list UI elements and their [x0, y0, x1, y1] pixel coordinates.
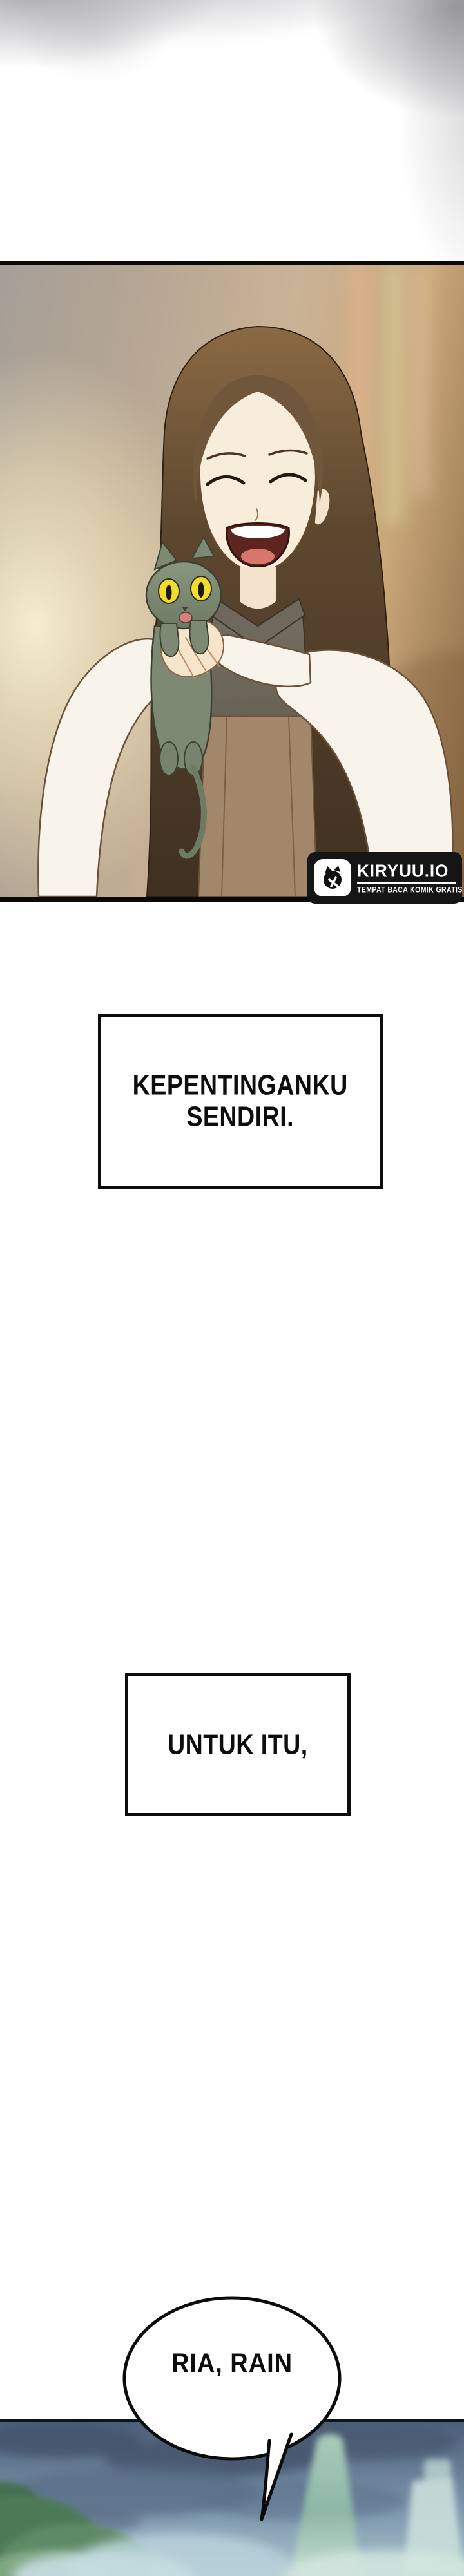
main-comic-panel — [0, 261, 464, 902]
cat-pupil-right — [198, 582, 204, 598]
caption-2-line-1: UNTUK ITU, — [168, 1728, 308, 1760]
cat-hind-leg-left — [160, 742, 178, 775]
badge-text-column — [357, 860, 463, 895]
cat-paw-right — [189, 621, 208, 654]
speech-bubble — [116, 2290, 361, 2535]
badge-tagline: TEMPAT BACA KOMIK GRATIS — [357, 885, 463, 895]
cat-paw-left — [160, 623, 179, 656]
tongue — [241, 549, 275, 564]
cat-logo-glyph — [318, 864, 347, 892]
woman-holding-cat-illustration — [0, 265, 464, 897]
site-watermark-badge — [307, 852, 462, 904]
ink-wash-smudge-icon — [0, 0, 464, 270]
cat-pupil-left — [166, 585, 172, 600]
kiryuu-cat-logo-icon — [314, 859, 351, 896]
badge-site-name: KIRYUU.IO — [357, 860, 449, 881]
neck — [240, 567, 276, 609]
badge-divider — [357, 882, 456, 884]
caption-1-line-2: SENDIRI. — [186, 1101, 295, 1133]
caption-box-2 — [125, 1673, 351, 1816]
pinafore-skirt — [198, 716, 317, 896]
caption-box-1 — [98, 1014, 383, 1189]
caption-1-line-1: KEPENTINGANKU — [132, 1069, 349, 1101]
speech-bubble-text: RIA, RAIN — [171, 2348, 293, 2379]
